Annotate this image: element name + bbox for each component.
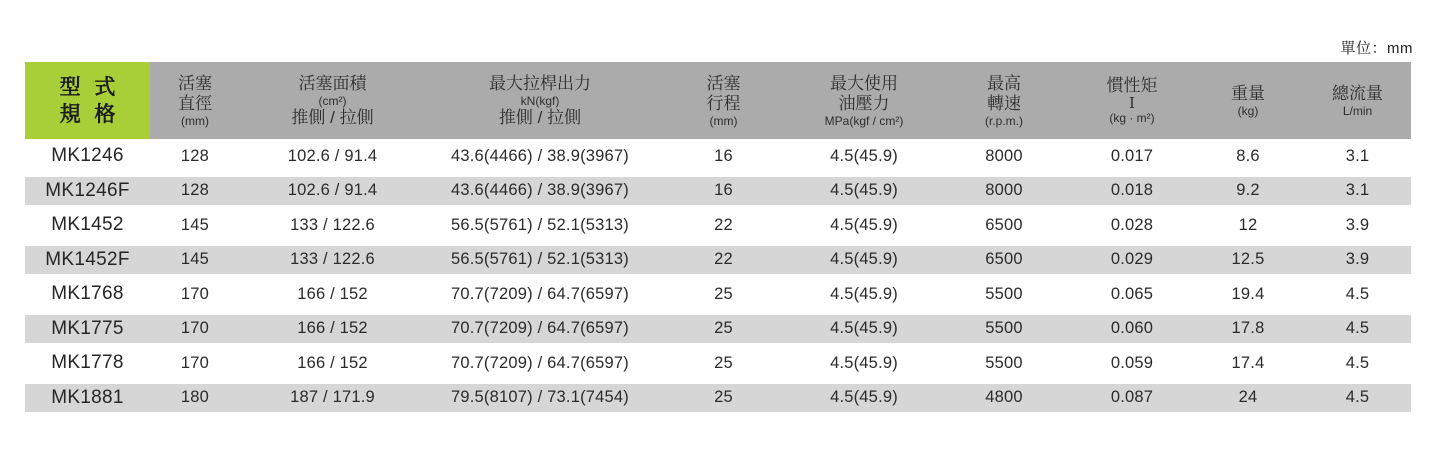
cell-total_flow: 4.5 bbox=[1345, 388, 1370, 407]
cell-weight: 24 bbox=[1238, 388, 1258, 407]
column-header-max_speed-line: 轉速 bbox=[987, 93, 1021, 113]
column-header-piston_stroke bbox=[655, 62, 792, 139]
cell-piston_area: 133 / 122.6 bbox=[290, 250, 375, 269]
column-header-inertia-line: 慣性矩 bbox=[1106, 76, 1158, 95]
table-row-MK1452 bbox=[25, 208, 1411, 243]
table-row-MK1246 bbox=[25, 139, 1411, 174]
table-row-MK1778 bbox=[25, 346, 1411, 381]
cell-inertia: 0.059 bbox=[1110, 353, 1154, 372]
cell-piston_stroke: 22 bbox=[714, 250, 733, 269]
cell-model: MK1881 bbox=[51, 386, 124, 408]
column-header-inertia-line: I bbox=[1129, 94, 1135, 112]
cell-max_speed: 6500 bbox=[985, 215, 1023, 234]
table-row-MK1768 bbox=[25, 277, 1411, 312]
cell-piston_diameter: 170 bbox=[180, 284, 210, 303]
cell-piston_stroke: 16 bbox=[714, 181, 733, 200]
cell-piston_diameter: 170 bbox=[180, 319, 210, 338]
column-header-piston_area bbox=[240, 62, 425, 139]
cell-piston_diameter: 180 bbox=[180, 388, 210, 407]
cell-max_speed: 5500 bbox=[985, 353, 1023, 372]
cell-piston_area: 187 / 171.9 bbox=[290, 388, 375, 407]
cell-max_oil_pressure: 4.5(45.9) bbox=[830, 284, 898, 303]
column-header-weight-line: 重量 bbox=[1231, 83, 1265, 103]
cell-max_rod_output: 56.5(5761) / 52.1(5313) bbox=[451, 215, 629, 234]
cell-weight: 17.8 bbox=[1231, 319, 1265, 338]
column-header-piston_diameter-line: 活塞 bbox=[178, 73, 212, 93]
cell-piston_area: 166 / 152 bbox=[297, 284, 368, 303]
cell-piston_area: 133 / 122.6 bbox=[290, 215, 375, 234]
cell-total_flow: 4.5 bbox=[1345, 353, 1370, 372]
column-header-piston_area-line: 推側 / 拉側 bbox=[291, 107, 374, 127]
column-header-max_oil_pressure-line: 最大使用 bbox=[830, 73, 898, 93]
cell-piston_area: 166 / 152 bbox=[297, 353, 368, 372]
cell-piston_area: 102.6 / 91.4 bbox=[287, 181, 378, 200]
cell-total_flow: 3.9 bbox=[1345, 250, 1370, 269]
column-header-max_oil_pressure-line: 油壓力 bbox=[838, 93, 890, 113]
cell-inertia: 0.028 bbox=[1110, 215, 1154, 234]
table-row-MK1775 bbox=[25, 312, 1411, 347]
column-header-max_speed-line: (r.p.m.) bbox=[985, 113, 1023, 128]
column-header-model bbox=[25, 62, 150, 139]
cell-inertia: 0.087 bbox=[1110, 388, 1154, 407]
table-row-MK1881 bbox=[25, 381, 1411, 416]
column-header-max_speed bbox=[936, 62, 1072, 139]
cell-inertia: 0.018 bbox=[1110, 181, 1154, 200]
column-header-total_flow-line: 總流量 bbox=[1332, 83, 1383, 103]
column-header-inertia bbox=[1072, 62, 1192, 139]
column-header-piston_area-line: 活塞面積 bbox=[298, 73, 367, 93]
cell-model: MK1775 bbox=[51, 317, 124, 339]
cell-weight: 12 bbox=[1238, 215, 1258, 234]
cell-inertia: 0.065 bbox=[1110, 284, 1154, 303]
cell-max_speed: 8000 bbox=[985, 146, 1023, 165]
cell-max_rod_output: 56.5(5761) / 52.1(5313) bbox=[451, 250, 629, 269]
column-header-max_oil_pressure bbox=[792, 62, 936, 139]
cell-piston_diameter: 128 bbox=[180, 146, 210, 165]
cell-max_oil_pressure: 4.5(45.9) bbox=[830, 215, 898, 234]
cell-model: MK1768 bbox=[51, 283, 124, 305]
cell-total_flow: 4.5 bbox=[1345, 284, 1370, 303]
column-header-model-line: 型 式 bbox=[59, 75, 120, 99]
cell-model: MK1246F bbox=[45, 179, 130, 201]
cell-weight: 9.2 bbox=[1236, 181, 1260, 200]
column-header-piston_area-line: (cm²) bbox=[318, 93, 347, 108]
cell-piston_diameter: 145 bbox=[180, 250, 210, 269]
column-header-model-line: 規 格 bbox=[59, 102, 120, 126]
cell-total_flow: 3.9 bbox=[1345, 215, 1370, 234]
cell-max_speed: 5500 bbox=[985, 284, 1023, 303]
column-header-max_rod_output-line: 最大拉桿出力 bbox=[489, 73, 591, 93]
cell-weight: 19.4 bbox=[1231, 284, 1265, 303]
cell-max_speed: 8000 bbox=[985, 181, 1023, 200]
column-header-piston_diameter bbox=[150, 62, 240, 139]
column-header-max_rod_output bbox=[425, 62, 655, 139]
cell-max_oil_pressure: 4.5(45.9) bbox=[830, 353, 898, 372]
cell-piston_diameter: 145 bbox=[180, 215, 210, 234]
cell-weight: 12.5 bbox=[1231, 250, 1265, 269]
cell-max_rod_output: 79.5(8107) / 73.1(7454) bbox=[451, 388, 629, 407]
cell-max_speed: 6500 bbox=[985, 250, 1023, 269]
cell-piston_stroke: 22 bbox=[714, 215, 733, 234]
cell-piston_stroke: 25 bbox=[714, 388, 733, 407]
cell-max_oil_pressure: 4.5(45.9) bbox=[830, 146, 898, 165]
column-header-total_flow bbox=[1304, 62, 1411, 139]
cell-inertia: 0.017 bbox=[1110, 146, 1154, 165]
column-header-piston_stroke-line: (mm) bbox=[709, 113, 738, 128]
cell-weight: 8.6 bbox=[1236, 146, 1260, 165]
cell-max_speed: 4800 bbox=[985, 388, 1023, 407]
cell-max_rod_output: 70.7(7209) / 64.7(6597) bbox=[451, 353, 629, 372]
cell-inertia: 0.029 bbox=[1110, 250, 1154, 269]
table-row-MK1246F bbox=[25, 174, 1411, 209]
cell-piston_stroke: 25 bbox=[714, 284, 733, 303]
cell-max_oil_pressure: 4.5(45.9) bbox=[830, 181, 898, 200]
column-header-inertia-line: (kg · m²) bbox=[1109, 111, 1155, 125]
cell-max_speed: 5500 bbox=[985, 319, 1023, 338]
table-header-row bbox=[25, 62, 1411, 139]
table-body bbox=[25, 139, 1411, 415]
cell-max_rod_output: 43.6(4466) / 38.9(3967) bbox=[451, 181, 629, 200]
column-header-weight-line: (kg) bbox=[1237, 103, 1259, 118]
column-header-piston_diameter-line: (mm) bbox=[181, 113, 209, 128]
cell-piston_stroke: 25 bbox=[714, 319, 733, 338]
cell-piston_stroke: 25 bbox=[714, 353, 733, 372]
table-row-MK1452F bbox=[25, 243, 1411, 278]
cell-model: MK1452F bbox=[45, 248, 130, 270]
cell-model: MK1778 bbox=[51, 352, 124, 374]
unit-note: 單位：mm bbox=[1340, 40, 1413, 57]
cell-piston_stroke: 16 bbox=[714, 146, 733, 165]
cell-max_oil_pressure: 4.5(45.9) bbox=[830, 319, 898, 338]
spec-table bbox=[25, 62, 1411, 415]
cell-piston_area: 166 / 152 bbox=[297, 319, 368, 338]
column-header-piston_diameter-line: 直徑 bbox=[178, 93, 212, 113]
cell-inertia: 0.060 bbox=[1110, 319, 1154, 338]
cell-model: MK1246 bbox=[51, 145, 124, 167]
column-header-total_flow-line: L/min bbox=[1342, 103, 1373, 118]
cell-max_rod_output: 70.7(7209) / 64.7(6597) bbox=[451, 284, 629, 303]
column-header-max_speed-line: 最高 bbox=[987, 73, 1021, 93]
cell-total_flow: 3.1 bbox=[1345, 146, 1370, 165]
cell-max_oil_pressure: 4.5(45.9) bbox=[830, 388, 898, 407]
cell-total_flow: 3.1 bbox=[1345, 181, 1370, 200]
column-header-weight bbox=[1192, 62, 1304, 139]
cell-model: MK1452 bbox=[51, 214, 124, 236]
cell-piston_diameter: 170 bbox=[180, 353, 210, 372]
column-header-piston_stroke-line: 活塞 bbox=[706, 73, 741, 93]
cell-max_oil_pressure: 4.5(45.9) bbox=[830, 250, 898, 269]
column-header-max_rod_output-line: kN(kgf) bbox=[520, 93, 560, 108]
cell-piston_diameter: 128 bbox=[180, 181, 210, 200]
column-header-piston_stroke-line: 行程 bbox=[706, 93, 741, 113]
cell-weight: 17.4 bbox=[1231, 353, 1265, 372]
column-header-max_oil_pressure-line: MPa(kgf / cm²) bbox=[824, 113, 904, 128]
cell-max_rod_output: 43.6(4466) / 38.9(3967) bbox=[451, 146, 629, 165]
cell-max_rod_output: 70.7(7209) / 64.7(6597) bbox=[451, 319, 629, 338]
column-header-max_rod_output-line: 推側 / 拉側 bbox=[498, 107, 582, 127]
cell-piston_area: 102.6 / 91.4 bbox=[287, 146, 378, 165]
cell-total_flow: 4.5 bbox=[1345, 319, 1370, 338]
